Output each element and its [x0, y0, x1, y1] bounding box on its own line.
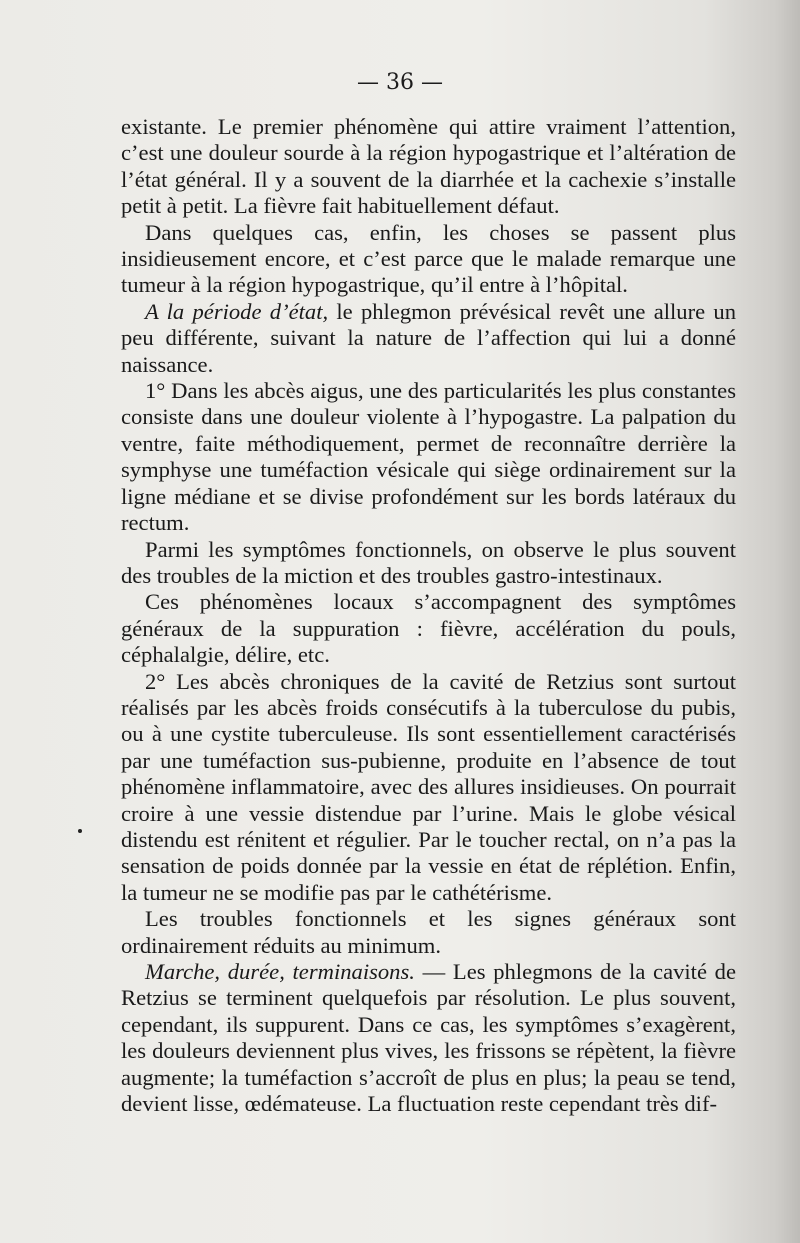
paragraph-marche — [121, 959, 736, 1117]
body-text — [121, 114, 736, 1117]
italic-heading: Marche, durée, terminaisons. — [145, 959, 415, 984]
margin-dot — [78, 829, 82, 833]
paragraph-text: — Les phlegmons de la cavité de Retzius se terminent quelquefois par résolution. Le plus souvent, cependant, ils suppurent. Dans ce cas, les symptômes s’exagèrent, les douleurs deviennent plus vives, les frissons se répètent, la fièvre augmente; la tuméfaction s’accroît de plus en plus; la peau se tend, devient lisse, œdémateuse. La fluctuation reste cependant très dif- — [121, 959, 736, 1117]
italic-heading: A la période d’état, — [145, 298, 329, 324]
paragraph: Dans quelques cas, enfin, les choses se passent plus insidieusement encore, et c’est parce que le malade remarque une tumeur à la région hypogastrique, qu’il entre à l’hôpital. — [121, 219, 736, 298]
paragraph-periode-etat — [121, 299, 736, 378]
paragraph: Les troubles fonctionnels et les signes généraux sont ordinairement réduits au minimum. — [121, 906, 736, 958]
paragraph: Parmi les symptômes fonctionnels, on observe le plus souvent des troubles de la miction et des troubles gastro-intestinaux. — [121, 536, 736, 588]
paragraph-text: le phlegmon prévésical revêt une allure un peu différente, suivant la nature de l’affection qui lui a donné naissance. — [121, 298, 737, 377]
paragraph-abces-chroniques: 2° Les abcès chroniques de la cavité de Retzius sont surtout réalisés par les abcès froids consécutifs à la tuberculose du pubis, ou à une cystite tuberculeuse. Ils sont essentiellement caractérisés par une tuméfaction sus-pubienne, produite en l’absence de tout phénomène inflammatoire, avec des allures insidieuses. On pourrait croire à une vessie distendue par l’urine. Mais le globe vésical distendu est rénitent et régulier. Par le toucher rectal, on n’a pas la sensation de poids donnée par la vessie en état de réplétion. Enfin, la tumeur ne se modifie pas par le cathétérisme. — [121, 668, 736, 905]
page-number: — 36 — — [357, 70, 443, 95]
paragraph: Ces phénomènes locaux s’accompagnent des symptômes généraux de la suppuration : fièvre, accélération du pouls, céphalalgie, délire, etc. — [121, 589, 736, 668]
paragraph-abces-aigus: 1° Dans les abcès aigus, une des particularités les plus constantes consiste dans une douleur violente à l’hypogastre. La palpation du ventre, faite méthodiquement, permet de reconnaître derrière la symphyse une tuméfaction vésicale qui siège ordinairement sur la ligne médiane et se divise profondément sur les bords latéraux du rectum. — [121, 378, 736, 536]
paragraph-continuation: existante. Le premier phénomène qui attire vraiment l’attention, c’est une douleur sourde à la région hypogastrique et l’altération de l’état général. Il y a souvent de la diarrhée et la cachexie s’installe petit à petit. La fièvre fait habituellement défaut. — [121, 114, 736, 219]
